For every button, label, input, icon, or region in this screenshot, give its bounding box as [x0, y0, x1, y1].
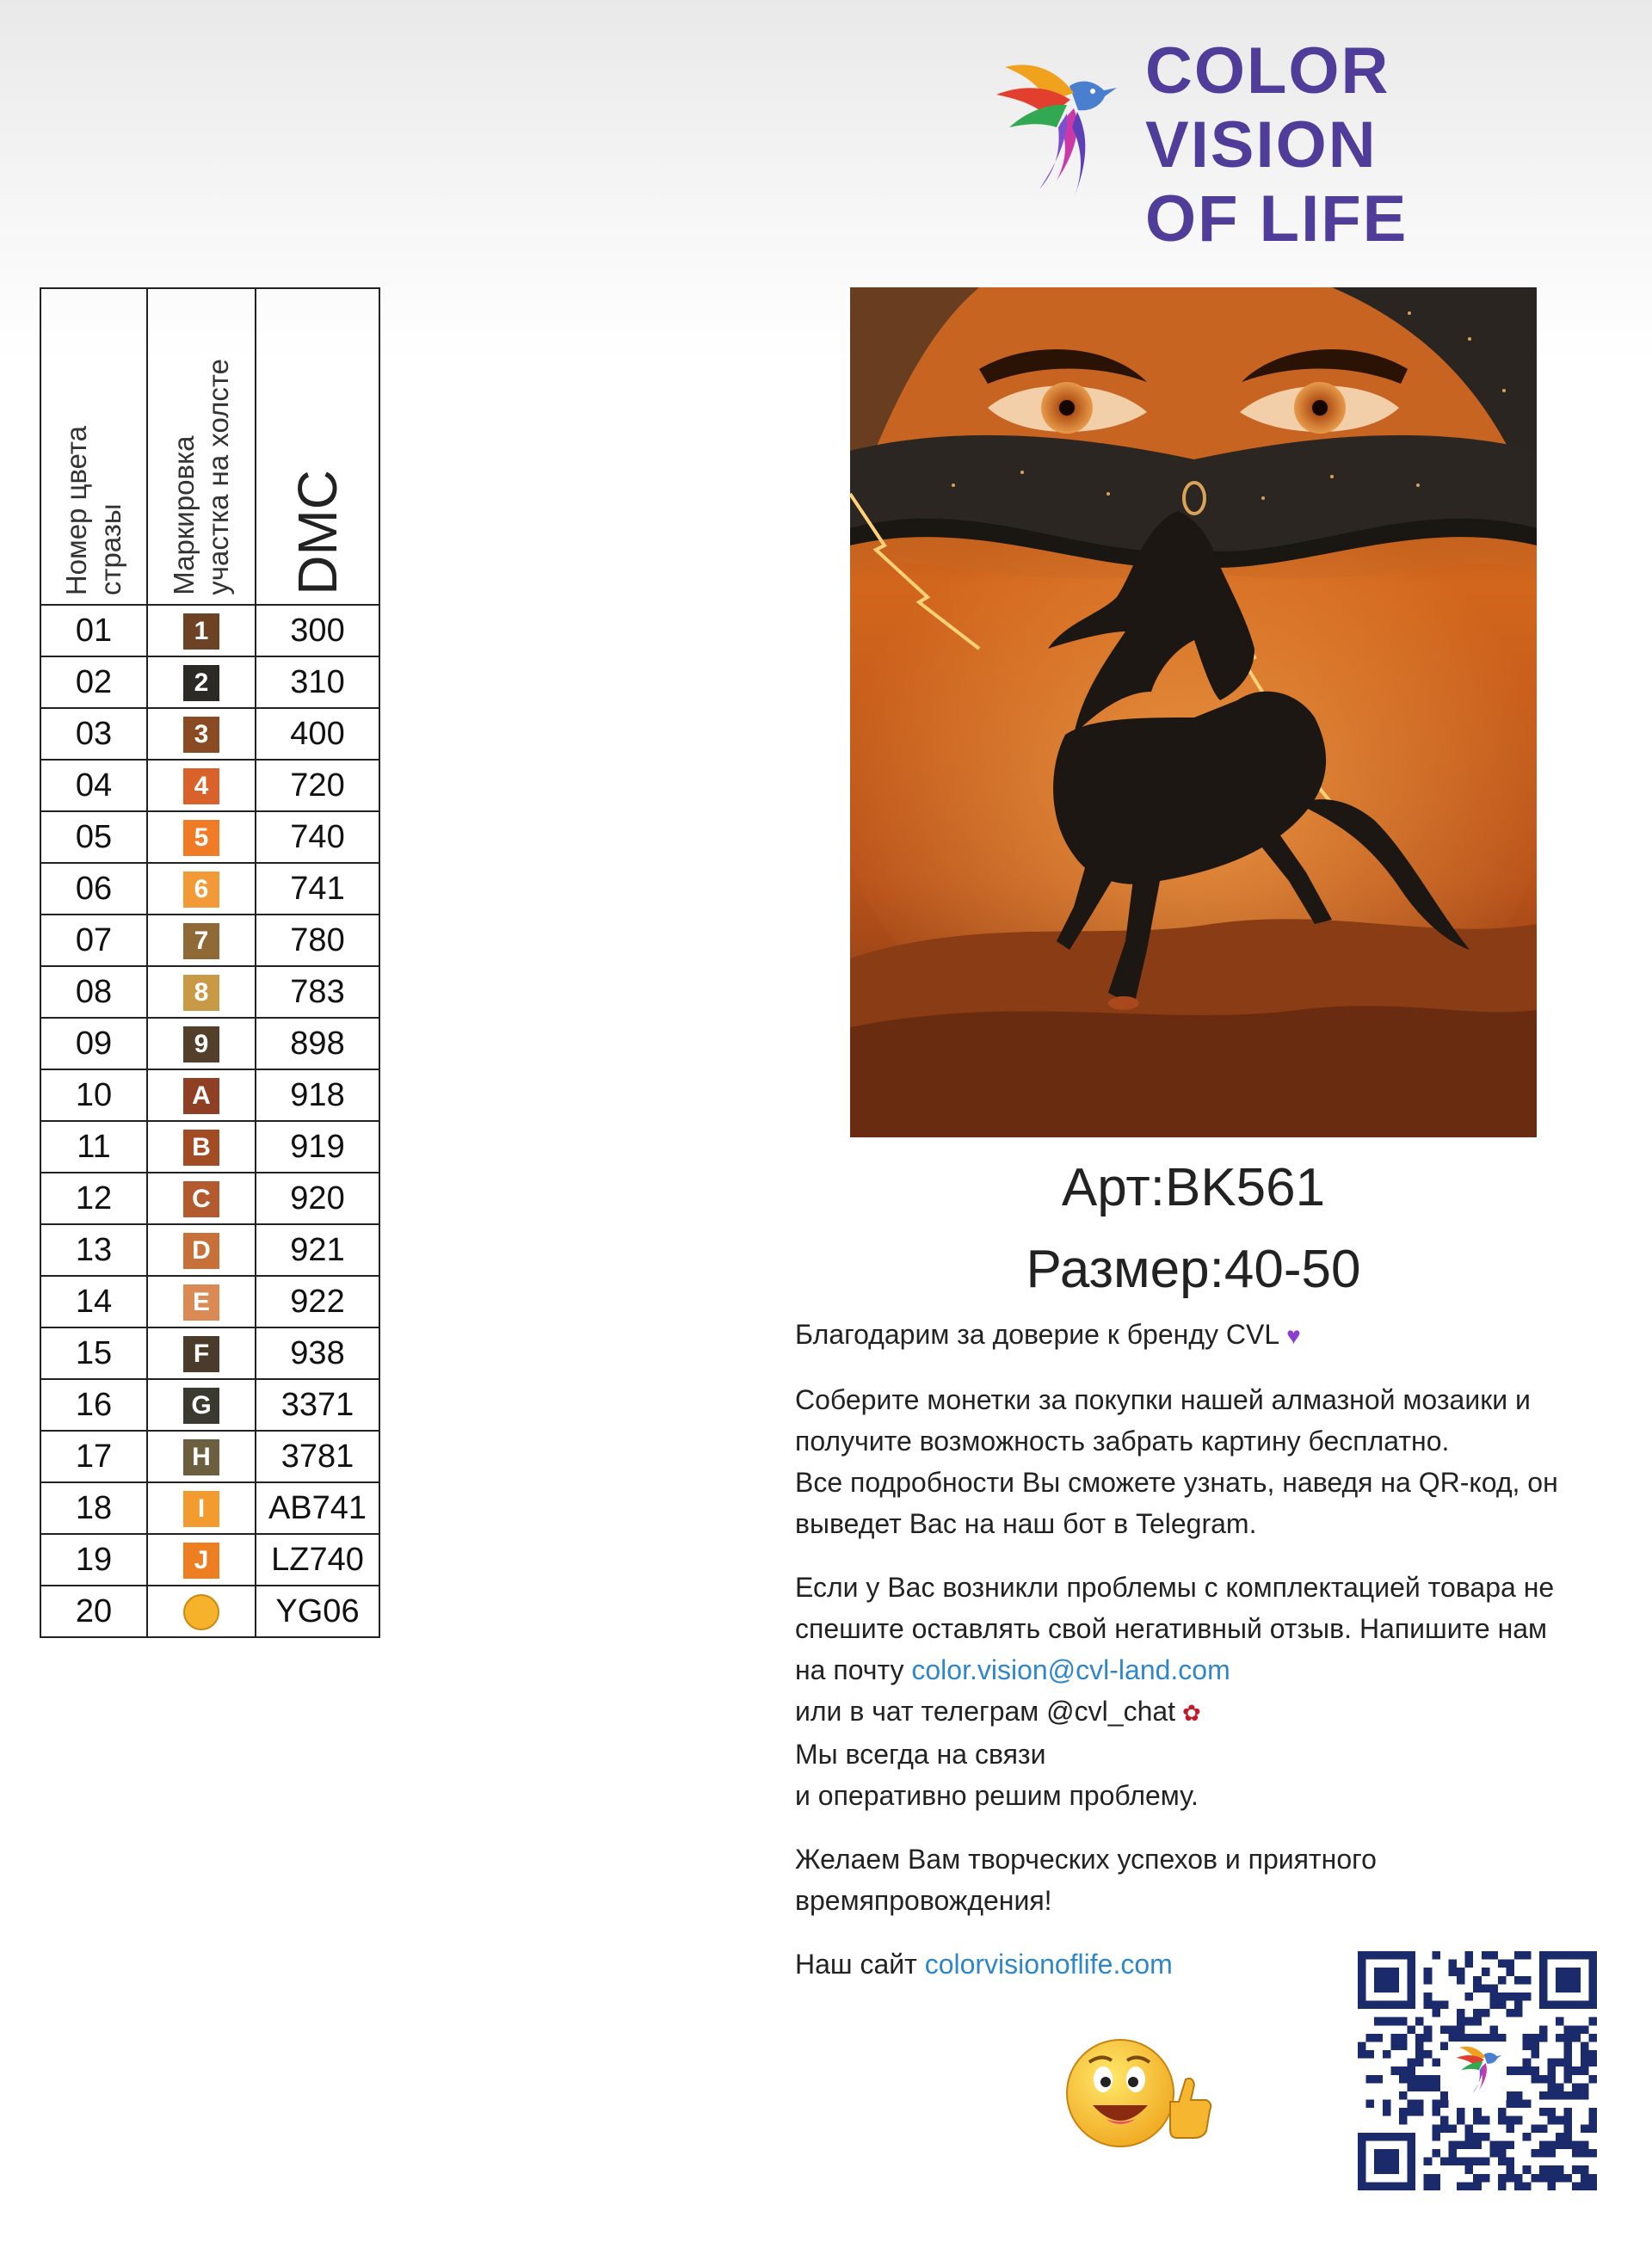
- color-number: 18: [40, 1482, 147, 1534]
- legend-row: [40, 1431, 379, 1482]
- dmc-code: 310: [256, 656, 379, 708]
- coins-line: получите возможность забрать картину бесплатно.: [795, 1426, 1450, 1457]
- dmc-code: 938: [256, 1327, 379, 1379]
- dmc-code: 3781: [256, 1431, 379, 1482]
- color-swatch: C: [183, 1181, 219, 1217]
- dmc-code: 780: [256, 915, 379, 966]
- canvas-marking-cell: [147, 1018, 256, 1069]
- chat-text: или в чат телеграм @cvl_chat: [795, 1696, 1176, 1727]
- dmc-code: AB741: [256, 1482, 379, 1534]
- color-number: 13: [40, 1224, 147, 1276]
- color-number: 07: [40, 915, 147, 966]
- coins-line: Соберите монетки за покупки нашей алмазной мозаики и: [795, 1384, 1531, 1415]
- legend-row: [40, 708, 379, 760]
- legend-row: [40, 605, 379, 656]
- brand-line: VISION: [1145, 108, 1378, 182]
- canvas-marking-cell: [147, 811, 256, 863]
- email-prefix: на почту: [795, 1654, 912, 1685]
- brand-line: COLOR: [1145, 34, 1390, 108]
- color-number: 10: [40, 1069, 147, 1121]
- color-swatch: 8: [183, 975, 219, 1011]
- dmc-code: 400: [256, 708, 379, 760]
- canvas-marking-cell: [147, 915, 256, 966]
- color-number: 09: [40, 1018, 147, 1069]
- problem-paragraph: [795, 1567, 1595, 1816]
- color-swatch: 1: [183, 613, 219, 650]
- color-number: 01: [40, 605, 147, 656]
- color-number: 03: [40, 708, 147, 760]
- color-number: 05: [40, 811, 147, 863]
- solve-line: и оперативно решим проблему.: [795, 1780, 1199, 1811]
- color-swatch: J: [183, 1543, 219, 1579]
- color-swatch: 4: [183, 768, 219, 804]
- legend-row: [40, 1327, 379, 1379]
- dmc-code: 783: [256, 966, 379, 1018]
- header-color-number-text: Номер цвета стразы: [60, 425, 126, 595]
- canvas-marking-cell: [147, 1482, 256, 1534]
- color-number: 06: [40, 863, 147, 915]
- thanks-paragraph: [795, 1314, 1595, 1357]
- header-canvas-marking-text: Маркировка участка на холсте: [168, 359, 234, 595]
- dmc-code: 922: [256, 1276, 379, 1327]
- email-line: [795, 1649, 1595, 1691]
- coins-line: Все подробности Вы сможете узнать, наведя на QR-код, он: [795, 1467, 1558, 1498]
- product-image: [850, 287, 1537, 1137]
- canvas-marking-cell: [147, 863, 256, 915]
- contact-line: Мы всегда на связи: [795, 1739, 1046, 1770]
- color-swatch: B: [183, 1130, 219, 1166]
- header-canvas-marking: [147, 288, 256, 605]
- color-swatch: F: [183, 1336, 219, 1372]
- dmc-code: 921: [256, 1224, 379, 1276]
- color-swatch: 3: [183, 717, 219, 753]
- dmc-code: 300: [256, 605, 379, 656]
- rose-icon: ✿: [1182, 1700, 1201, 1726]
- legend-row: [40, 1482, 379, 1534]
- color-number: 08: [40, 966, 147, 1018]
- color-number: 12: [40, 1173, 147, 1224]
- color-swatch: 9: [183, 1026, 219, 1062]
- coins-line: выведет Вас на наш бот в Telegram.: [795, 1508, 1257, 1539]
- canvas-marking-cell: [147, 1173, 256, 1224]
- dmc-code: 918: [256, 1069, 379, 1121]
- color-swatch: 5: [183, 820, 219, 856]
- legend-row: [40, 811, 379, 863]
- dmc-code: YG06: [256, 1586, 379, 1637]
- legend-row: [40, 1276, 379, 1327]
- problem-line: спешите оставлять свой негативный отзыв. Напишите нам: [795, 1613, 1548, 1644]
- chat-line: [795, 1691, 1595, 1734]
- legend-row: [40, 1224, 379, 1276]
- color-number: 04: [40, 760, 147, 811]
- color-swatch: 2: [183, 665, 219, 701]
- product-size: Размер:40-50: [1026, 1240, 1361, 1299]
- color-number: 11: [40, 1121, 147, 1173]
- coins-paragraph: [795, 1379, 1595, 1544]
- dmc-code: 741: [256, 863, 379, 915]
- canvas-marking-cell: [147, 1069, 256, 1121]
- canvas-marking-cell: [147, 966, 256, 1018]
- legend-header-row: [40, 288, 379, 605]
- painting-illustration: [850, 287, 1537, 1137]
- dmc-code: 720: [256, 760, 379, 811]
- site-prefix: Наш сайт: [795, 1949, 925, 1980]
- color-legend-table: [40, 287, 380, 1638]
- dmc-code: 919: [256, 1121, 379, 1173]
- color-number: 17: [40, 1431, 147, 1482]
- canvas-marking-cell: [147, 708, 256, 760]
- color-swatch: [183, 1594, 219, 1630]
- canvas-marking-cell: [147, 1327, 256, 1379]
- color-swatch: I: [183, 1491, 219, 1527]
- canvas-marking-cell: [147, 760, 256, 811]
- color-number: 02: [40, 656, 147, 708]
- wish-line: времяпровождения!: [795, 1885, 1052, 1916]
- brand-line: OF LIFE: [1145, 182, 1409, 256]
- color-swatch: H: [183, 1439, 219, 1475]
- color-swatch: E: [183, 1284, 219, 1321]
- dmc-code: 898: [256, 1018, 379, 1069]
- color-number: 14: [40, 1276, 147, 1327]
- color-swatch: 7: [183, 923, 219, 959]
- dmc-code: 740: [256, 811, 379, 863]
- dmc-code: 3371: [256, 1379, 379, 1431]
- color-number: 20: [40, 1586, 147, 1637]
- header-color-number: [40, 288, 147, 605]
- legend-row: [40, 1018, 379, 1069]
- legend-row: [40, 1069, 379, 1121]
- email-link[interactable]: color.vision@cvl-land.com: [911, 1654, 1230, 1685]
- canvas-marking-cell: [147, 1379, 256, 1431]
- site-link[interactable]: colorvisionoflife.com: [924, 1949, 1173, 1980]
- legend-row: [40, 1379, 379, 1431]
- legend-body: [40, 605, 379, 1637]
- brand-name: [1145, 34, 1408, 256]
- legend-row: [40, 656, 379, 708]
- dmc-code: 920: [256, 1173, 379, 1224]
- canvas-marking-cell: [147, 1431, 256, 1482]
- qr-logo-icon: [1448, 2042, 1507, 2100]
- color-swatch: 6: [183, 872, 219, 908]
- thanks-text: Благодарим за доверие к бренду CVL: [795, 1319, 1280, 1350]
- color-swatch: A: [183, 1078, 219, 1114]
- wish-paragraph: [795, 1839, 1595, 1921]
- legend-row: [40, 1121, 379, 1173]
- wish-line: Желаем Вам творческих успехов и приятного: [795, 1844, 1377, 1875]
- legend-row: [40, 915, 379, 966]
- legend-row: [40, 863, 379, 915]
- purple-heart-icon: ♥: [1286, 1322, 1301, 1349]
- canvas-marking-cell: [147, 1276, 256, 1327]
- dmc-code: LZ740: [256, 1534, 379, 1586]
- legend-row: [40, 1173, 379, 1224]
- color-number: 15: [40, 1327, 147, 1379]
- canvas-marking-cell: [147, 1224, 256, 1276]
- canvas-marking-cell: [147, 1534, 256, 1586]
- canvas-marking-cell: [147, 1586, 256, 1637]
- color-swatch: D: [183, 1233, 219, 1269]
- legend-row: [40, 966, 379, 1018]
- brand-logo: [988, 34, 1418, 256]
- canvas-marking-cell: [147, 1121, 256, 1173]
- info-text: [795, 1314, 1595, 2007]
- header-dmc-text: DMC: [287, 470, 348, 595]
- canvas-marking-cell: [147, 605, 256, 656]
- color-number: 19: [40, 1534, 147, 1586]
- legend-row: [40, 1586, 379, 1637]
- canvas-marking-cell: [147, 656, 256, 708]
- product-article: Арт:BK561: [1061, 1158, 1326, 1217]
- color-swatch: G: [183, 1388, 219, 1424]
- thumbs-up-smiley-icon: [1058, 2026, 1213, 2155]
- legend-row: [40, 760, 379, 811]
- legend-row: [40, 1534, 379, 1586]
- hummingbird-logo-icon: [988, 52, 1117, 206]
- problem-line: Если у Вас возникли проблемы с комплектацией товара не: [795, 1572, 1555, 1603]
- header-dmc: [256, 288, 379, 605]
- color-number: 16: [40, 1379, 147, 1431]
